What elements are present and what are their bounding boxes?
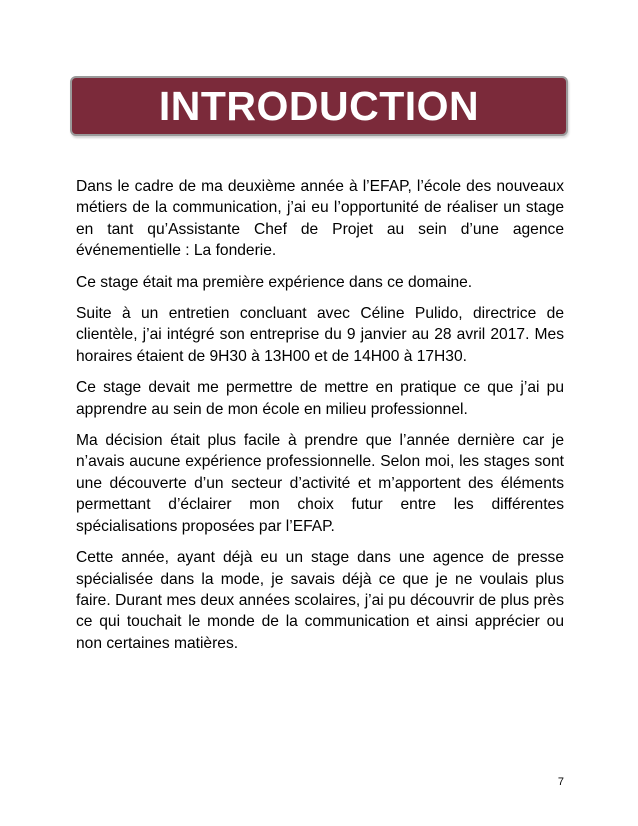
paragraph-first-experience: Ce stage était ma première expérience dans ce domaine.	[76, 273, 473, 291]
title-banner	[70, 76, 568, 136]
page-number: 7	[557, 776, 564, 788]
paragraph-this-year: Cette année, ayant déjà eu un stage dans une agence de presse spécialisée dans la mode, je savais déjà ce que je ne voulais plus faire. Durant mes deux années scolaires, j’ai pu découvrir de plus près ce qui touchait le monde de la communication et ainsi apprécier ou non certaines matières.	[76, 549, 564, 652]
paragraph-goal: Ce stage devait me permettre de mettre en pratique ce que j’ai pu apprendre au sein de mon école en milieu professionnel.	[76, 379, 564, 418]
paragraph-decision: Ma décision était plus facile à prendre que l’année dernière car je n’avais aucune expérience professionnelle. Selon moi, les stages sont une découverte d’un secteur d’activité et m’apportent des éléments permettant d’éclairer mon choix futur entre les différentes spécialisations proposées par l’EFAP.	[76, 432, 564, 535]
body-text	[76, 176, 564, 664]
paragraph-context: Dans le cadre de ma deuxième année à l’EFAP, l’école des nouveaux métiers de la communication, j’ai eu l’opportunité de réaliser un stage en tant qu’Assistante Chef de Projet au sein d’une agence événementielle : La fonderie.	[76, 178, 564, 260]
paragraph-interview: Suite à un entretien concluant avec Céline Pulido, directrice de clientèle, j’ai intégré son entreprise du 9 janvier au 28 avril 2017. Mes horaires étaient de 9H30 à 13H00 et de 14H00 à 17H30.	[76, 305, 564, 365]
page-title: INTRODUCTION	[158, 82, 480, 129]
